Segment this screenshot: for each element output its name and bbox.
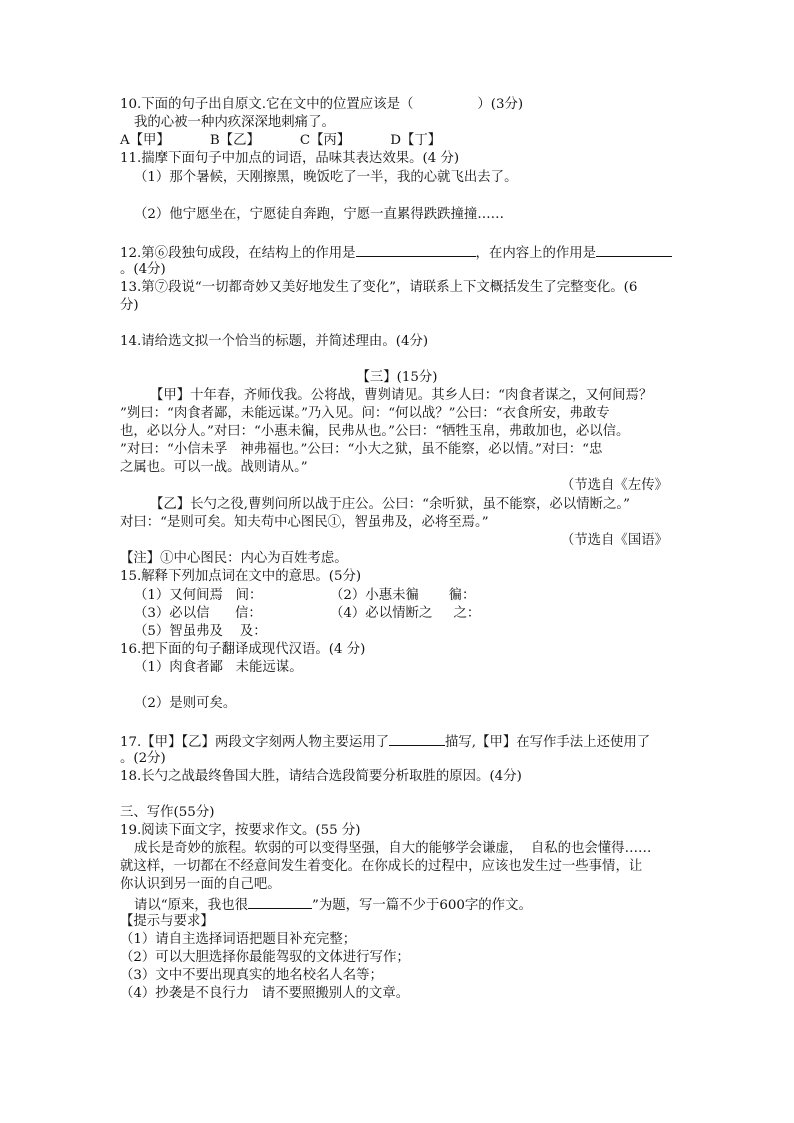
yi-line-2: 对曰：“是则可矣。知夫苟中心图民①，智虽弗及，必将至焉。”	[120, 515, 489, 530]
q14-stem: 14.请给选文拟一个恰当的标题，并简述理由。(4分)	[120, 334, 429, 349]
tip-3: （3）文中不要出现真实的地名校名人名等；	[120, 968, 383, 983]
q10-stem-text: 10.下面的句子出自原文.它在文中的位置应该是（	[120, 97, 414, 112]
q10-option-a: A【甲】	[120, 133, 170, 148]
q12-text-a: 12.第⑥段独句成段，在结构上的作用是	[120, 246, 356, 261]
q17-blank	[389, 732, 445, 746]
q10-option-c: C【丙】	[299, 133, 351, 148]
q17-text-b: 描写,【甲】在写作手法上还使用了	[445, 735, 651, 750]
q11-sentence-2: （2）他宁愿坐在，宁愿徒自奔跑，宁愿一直累得跌跌撞撞……	[134, 207, 505, 222]
annotation-note: 【注】①中心图民：内心为百姓考虑。	[120, 551, 348, 566]
q15-item-3: （3）必以信 信：	[134, 606, 262, 621]
q10-stem-end: ）(3分)	[477, 97, 524, 112]
q17-stem	[120, 732, 650, 752]
section3-title: 【三】(15分)	[356, 370, 438, 385]
jia-line-2: ”刿曰：“肉食者鄙，未能远谋。”乃入见。问：“何以战？”公曰：“衣食所安，弗敢专	[120, 406, 610, 421]
writing-heading: 三、写作(55分)	[120, 805, 215, 820]
q15-item-1: （1）又何间焉 间：	[134, 588, 263, 603]
q10-option-d: D【丁】	[390, 133, 442, 148]
q10-options	[120, 132, 441, 150]
q16-sentence-1: （1）肉食者鄙 未能远谋。	[134, 660, 303, 675]
tips-title: 【提示与要求】	[120, 914, 214, 929]
q11-sentence-1: （1）那个暑候，天刚擦黑，晚饭吃了一半，我的心就飞出去了。	[134, 170, 518, 185]
tip-4: （4）抄袭是不良行力 请不要照搬别人的文章。	[120, 986, 410, 1001]
prompt-line-4	[134, 895, 532, 915]
prompt-line-1: 成长是奇妙的旅程。软弱的可以变得坚强，自大的能够学会谦虚， 自私的也会懂得……	[134, 841, 652, 856]
q12-text-b: ，在内容上的作用是	[475, 246, 597, 261]
q15-item-5: （5）智虽弗及 及：	[134, 624, 267, 639]
q12-stem	[120, 243, 672, 263]
q10-stem	[120, 96, 523, 114]
tip-1: （1）请自主选择词语把题目补充完整；	[120, 932, 357, 947]
jia-line-3: 也，必以分人。”对曰：“小惠未徧，民弗从也。”公曰：“牺牲玉帛，弗敢加也，必以信。	[120, 424, 630, 439]
jia-source: （节选自《左传》	[560, 478, 668, 493]
q15-item-2: （2）小惠未徧 徧：	[330, 588, 476, 603]
q17-line-2: 。(2分)	[120, 751, 166, 766]
q17-text-a: 17.【甲】【乙】两段文字刻两人物主要运用了	[120, 735, 390, 750]
q10-sentence: 我的心被一种内疚深深地刺痛了。	[134, 115, 335, 130]
q15-item-4: （4）必以情断之 之：	[330, 606, 481, 621]
q13-line-2: 分)	[120, 298, 139, 313]
q16-stem: 16.把下面的句子翻译成现代汉语。(4 分)	[120, 642, 366, 657]
prompt-line-2: 就这样，一切都在不经意间发生着变化。在你成长的过程中，应该也发生过一些事情，让	[120, 859, 643, 874]
title-blank	[248, 895, 312, 909]
q12-stem-end: 。(4分)	[120, 262, 166, 277]
yi-source: （节选自《国语》	[560, 533, 668, 548]
yi-line-1: 【乙】长勺之役,曹刿问所以战于庄公。公曰：“余听狱，虽不能察，必以情断之。”	[150, 497, 630, 512]
q12-blank-1	[356, 243, 476, 257]
q11-stem: 11.揣摩下面句子中加点的词语，品味其表达效果。(4 分)	[120, 151, 460, 166]
q10-option-b: B【乙】	[209, 133, 260, 148]
prompt-line-3: 你认识到另一面的自己吧。	[120, 877, 281, 892]
jia-line-4: ”对曰：“小信未孚 神弗福也。”公曰：“小大之狱，虽不能察，必以情。”对曰：“忠	[120, 442, 603, 457]
q18-stem: 18.长勺之战最终鲁国大胜，请结合选段简要分析取胜的原因。(4分)	[120, 769, 522, 784]
q12-blank-2	[596, 243, 672, 257]
q13-line-1: 13.第⑦段说“一切都奇妙又美好地发生了变化”，请联系上下文概括发生了完整变化。(6	[120, 280, 638, 295]
prompt-title-end: ”为题，写一篇不少于600字的作文。	[311, 898, 532, 913]
jia-line-5: 之属也。可以一战。战则请从。”	[120, 460, 308, 475]
q16-sentence-2: （2）是则可矣。	[134, 696, 237, 711]
q19-stem: 19.阅读下面文字，按要求作文。(55 分)	[120, 823, 361, 838]
prompt-title-start: 请以“原来，我也很	[134, 898, 248, 913]
jia-line-1: 【甲】十年春，齐师伐我。公将战，曹刿请见。其乡人曰：“肉食者谋之，又何间焉？	[150, 388, 653, 403]
tip-2: （2）可以大胆选择你最能驾驭的文体进行写作；	[120, 950, 410, 965]
q15-stem: 15.解释下列加点词在文中的意思。(5分)	[120, 569, 362, 584]
